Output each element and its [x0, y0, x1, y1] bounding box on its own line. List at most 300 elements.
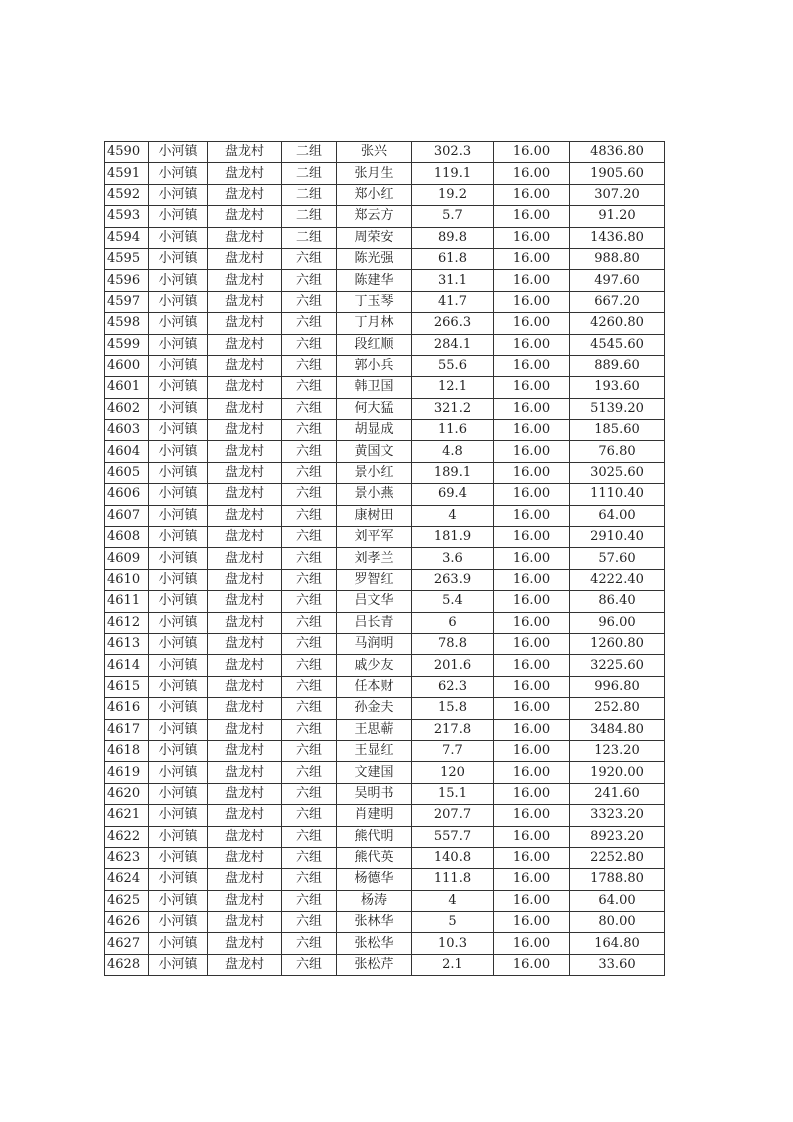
town-cell: 小河镇 — [149, 740, 208, 761]
quantity-cell: 7.7 — [412, 740, 494, 761]
table-row — [105, 805, 665, 826]
table-row — [105, 527, 665, 548]
amount-cell: 889.60 — [570, 355, 665, 376]
quantity-cell: 12.1 — [412, 377, 494, 398]
unit-price-cell: 16.00 — [494, 313, 570, 334]
amount-cell: 497.60 — [570, 270, 665, 291]
unit-price-cell: 16.00 — [494, 612, 570, 633]
unit-price-cell: 16.00 — [494, 420, 570, 441]
group-cell: 六组 — [282, 420, 337, 441]
table-row — [105, 676, 665, 697]
unit-price-cell: 16.00 — [494, 527, 570, 548]
quantity-cell: 3.6 — [412, 548, 494, 569]
row-number-cell: 4594 — [105, 227, 149, 248]
row-number-cell: 4627 — [105, 933, 149, 954]
group-cell: 六组 — [282, 270, 337, 291]
quantity-cell: 15.8 — [412, 698, 494, 719]
table-row — [105, 206, 665, 227]
quantity-cell: 78.8 — [412, 633, 494, 654]
amount-cell: 1905.60 — [570, 163, 665, 184]
group-cell: 六组 — [282, 826, 337, 847]
village-cell: 盘龙村 — [208, 783, 282, 804]
town-cell: 小河镇 — [149, 890, 208, 911]
amount-cell: 57.60 — [570, 548, 665, 569]
village-cell: 盘龙村 — [208, 954, 282, 975]
village-cell: 盘龙村 — [208, 184, 282, 205]
town-cell: 小河镇 — [149, 954, 208, 975]
town-cell: 小河镇 — [149, 612, 208, 633]
village-cell: 盘龙村 — [208, 334, 282, 355]
quantity-cell: 61.8 — [412, 248, 494, 269]
unit-price-cell: 16.00 — [494, 569, 570, 590]
town-cell: 小河镇 — [149, 420, 208, 441]
village-cell: 盘龙村 — [208, 377, 282, 398]
row-number-cell: 4612 — [105, 612, 149, 633]
quantity-cell: 4 — [412, 890, 494, 911]
village-cell: 盘龙村 — [208, 890, 282, 911]
group-cell: 六组 — [282, 869, 337, 890]
table-row — [105, 441, 665, 462]
row-number-cell: 4622 — [105, 826, 149, 847]
amount-cell: 667.20 — [570, 291, 665, 312]
unit-price-cell: 16.00 — [494, 869, 570, 890]
unit-price-cell: 16.00 — [494, 676, 570, 697]
group-cell: 六组 — [282, 548, 337, 569]
table-row — [105, 270, 665, 291]
row-number-cell: 4619 — [105, 762, 149, 783]
quantity-cell: 263.9 — [412, 569, 494, 590]
unit-price-cell: 16.00 — [494, 291, 570, 312]
table-row — [105, 548, 665, 569]
group-cell: 六组 — [282, 291, 337, 312]
town-cell: 小河镇 — [149, 591, 208, 612]
unit-price-cell: 16.00 — [494, 548, 570, 569]
row-number-cell: 4614 — [105, 655, 149, 676]
group-cell: 二组 — [282, 184, 337, 205]
row-number-cell: 4604 — [105, 441, 149, 462]
quantity-cell: 11.6 — [412, 420, 494, 441]
amount-cell: 4222.40 — [570, 569, 665, 590]
town-cell: 小河镇 — [149, 548, 208, 569]
amount-cell: 91.20 — [570, 206, 665, 227]
row-number-cell: 4623 — [105, 847, 149, 868]
quantity-cell: 140.8 — [412, 847, 494, 868]
amount-cell: 86.40 — [570, 591, 665, 612]
village-cell: 盘龙村 — [208, 441, 282, 462]
row-number-cell: 4601 — [105, 377, 149, 398]
unit-price-cell: 16.00 — [494, 163, 570, 184]
village-cell: 盘龙村 — [208, 740, 282, 761]
unit-price-cell: 16.00 — [494, 334, 570, 355]
amount-cell: 1920.00 — [570, 762, 665, 783]
row-number-cell: 4600 — [105, 355, 149, 376]
group-cell: 二组 — [282, 163, 337, 184]
table-row — [105, 462, 665, 483]
town-cell: 小河镇 — [149, 805, 208, 826]
town-cell: 小河镇 — [149, 163, 208, 184]
row-number-cell: 4596 — [105, 270, 149, 291]
village-cell: 盘龙村 — [208, 612, 282, 633]
row-number-cell: 4605 — [105, 462, 149, 483]
name-cell: 戚少友 — [337, 655, 412, 676]
name-cell: 杨德华 — [337, 869, 412, 890]
table-row — [105, 890, 665, 911]
row-number-cell: 4592 — [105, 184, 149, 205]
row-number-cell: 4603 — [105, 420, 149, 441]
row-number-cell: 4628 — [105, 954, 149, 975]
village-cell: 盘龙村 — [208, 206, 282, 227]
unit-price-cell: 16.00 — [494, 954, 570, 975]
quantity-cell: 5.7 — [412, 206, 494, 227]
quantity-cell: 62.3 — [412, 676, 494, 697]
amount-cell: 4260.80 — [570, 313, 665, 334]
name-cell: 丁月林 — [337, 313, 412, 334]
amount-cell: 1436.80 — [570, 227, 665, 248]
name-cell: 丁玉琴 — [337, 291, 412, 312]
row-number-cell: 4591 — [105, 163, 149, 184]
amount-cell: 307.20 — [570, 184, 665, 205]
quantity-cell: 302.3 — [412, 142, 494, 163]
amount-cell: 185.60 — [570, 420, 665, 441]
table-row — [105, 719, 665, 740]
unit-price-cell: 16.00 — [494, 698, 570, 719]
village-cell: 盘龙村 — [208, 762, 282, 783]
name-cell: 景小燕 — [337, 484, 412, 505]
unit-price-cell: 16.00 — [494, 933, 570, 954]
group-cell: 六组 — [282, 569, 337, 590]
amount-cell: 1110.40 — [570, 484, 665, 505]
group-cell: 六组 — [282, 633, 337, 654]
table-row — [105, 869, 665, 890]
group-cell: 六组 — [282, 698, 337, 719]
table-row — [105, 142, 665, 163]
name-cell: 张松芹 — [337, 954, 412, 975]
row-number-cell: 4621 — [105, 805, 149, 826]
table-row — [105, 355, 665, 376]
table-row — [105, 163, 665, 184]
quantity-cell: 189.1 — [412, 462, 494, 483]
table-row — [105, 655, 665, 676]
group-cell: 六组 — [282, 719, 337, 740]
amount-cell: 241.60 — [570, 783, 665, 804]
town-cell: 小河镇 — [149, 505, 208, 526]
table-row — [105, 698, 665, 719]
village-cell: 盘龙村 — [208, 826, 282, 847]
table-row — [105, 762, 665, 783]
row-number-cell: 4624 — [105, 869, 149, 890]
unit-price-cell: 16.00 — [494, 377, 570, 398]
unit-price-cell: 16.00 — [494, 484, 570, 505]
village-cell: 盘龙村 — [208, 163, 282, 184]
unit-price-cell: 16.00 — [494, 783, 570, 804]
data-table — [104, 141, 665, 976]
table-row — [105, 591, 665, 612]
amount-cell: 164.80 — [570, 933, 665, 954]
town-cell: 小河镇 — [149, 826, 208, 847]
name-cell: 张兴 — [337, 142, 412, 163]
table-row — [105, 484, 665, 505]
quantity-cell: 41.7 — [412, 291, 494, 312]
table-row — [105, 398, 665, 419]
amount-cell: 3225.60 — [570, 655, 665, 676]
row-number-cell: 4597 — [105, 291, 149, 312]
village-cell: 盘龙村 — [208, 462, 282, 483]
village-cell: 盘龙村 — [208, 655, 282, 676]
quantity-cell: 284.1 — [412, 334, 494, 355]
name-cell: 吕文华 — [337, 591, 412, 612]
row-number-cell: 4615 — [105, 676, 149, 697]
quantity-cell: 10.3 — [412, 933, 494, 954]
table-row — [105, 633, 665, 654]
group-cell: 六组 — [282, 912, 337, 933]
village-cell: 盘龙村 — [208, 142, 282, 163]
table-row — [105, 313, 665, 334]
name-cell: 王思蕲 — [337, 719, 412, 740]
amount-cell: 3025.60 — [570, 462, 665, 483]
table-row — [105, 933, 665, 954]
town-cell: 小河镇 — [149, 291, 208, 312]
amount-cell: 996.80 — [570, 676, 665, 697]
name-cell: 马润明 — [337, 633, 412, 654]
group-cell: 二组 — [282, 227, 337, 248]
amount-cell: 5139.20 — [570, 398, 665, 419]
village-cell: 盘龙村 — [208, 869, 282, 890]
table-row — [105, 740, 665, 761]
row-number-cell: 4626 — [105, 912, 149, 933]
name-cell: 任本财 — [337, 676, 412, 697]
name-cell: 何大猛 — [337, 398, 412, 419]
group-cell: 二组 — [282, 206, 337, 227]
group-cell: 六组 — [282, 655, 337, 676]
quantity-cell: 321.2 — [412, 398, 494, 419]
group-cell: 六组 — [282, 355, 337, 376]
quantity-cell: 266.3 — [412, 313, 494, 334]
quantity-cell: 19.2 — [412, 184, 494, 205]
row-number-cell: 4593 — [105, 206, 149, 227]
name-cell: 韩卫国 — [337, 377, 412, 398]
row-number-cell: 4602 — [105, 398, 149, 419]
town-cell: 小河镇 — [149, 206, 208, 227]
village-cell: 盘龙村 — [208, 398, 282, 419]
name-cell: 肖建明 — [337, 805, 412, 826]
name-cell: 郑云方 — [337, 206, 412, 227]
group-cell: 六组 — [282, 377, 337, 398]
quantity-cell: 31.1 — [412, 270, 494, 291]
quantity-cell: 557.7 — [412, 826, 494, 847]
amount-cell: 2252.80 — [570, 847, 665, 868]
group-cell: 六组 — [282, 441, 337, 462]
table-row — [105, 847, 665, 868]
group-cell: 六组 — [282, 805, 337, 826]
town-cell: 小河镇 — [149, 441, 208, 462]
group-cell: 六组 — [282, 462, 337, 483]
row-number-cell: 4606 — [105, 484, 149, 505]
table-body — [105, 142, 665, 976]
row-number-cell: 4598 — [105, 313, 149, 334]
name-cell: 杨涛 — [337, 890, 412, 911]
village-cell: 盘龙村 — [208, 355, 282, 376]
row-number-cell: 4618 — [105, 740, 149, 761]
quantity-cell: 120 — [412, 762, 494, 783]
unit-price-cell: 16.00 — [494, 655, 570, 676]
row-number-cell: 4617 — [105, 719, 149, 740]
unit-price-cell: 16.00 — [494, 847, 570, 868]
town-cell: 小河镇 — [149, 227, 208, 248]
group-cell: 六组 — [282, 676, 337, 697]
amount-cell: 64.00 — [570, 505, 665, 526]
row-number-cell: 4609 — [105, 548, 149, 569]
quantity-cell: 6 — [412, 612, 494, 633]
group-cell: 二组 — [282, 142, 337, 163]
village-cell: 盘龙村 — [208, 420, 282, 441]
quantity-cell: 207.7 — [412, 805, 494, 826]
group-cell: 六组 — [282, 313, 337, 334]
village-cell: 盘龙村 — [208, 527, 282, 548]
town-cell: 小河镇 — [149, 377, 208, 398]
group-cell: 六组 — [282, 954, 337, 975]
unit-price-cell: 16.00 — [494, 184, 570, 205]
quantity-cell: 69.4 — [412, 484, 494, 505]
group-cell: 六组 — [282, 505, 337, 526]
row-number-cell: 4616 — [105, 698, 149, 719]
quantity-cell: 55.6 — [412, 355, 494, 376]
quantity-cell: 15.1 — [412, 783, 494, 804]
quantity-cell: 89.8 — [412, 227, 494, 248]
quantity-cell: 217.8 — [412, 719, 494, 740]
village-cell: 盘龙村 — [208, 291, 282, 312]
unit-price-cell: 16.00 — [494, 206, 570, 227]
quantity-cell: 201.6 — [412, 655, 494, 676]
village-cell: 盘龙村 — [208, 270, 282, 291]
name-cell: 王显红 — [337, 740, 412, 761]
group-cell: 六组 — [282, 890, 337, 911]
group-cell: 六组 — [282, 248, 337, 269]
village-cell: 盘龙村 — [208, 847, 282, 868]
table-row — [105, 377, 665, 398]
amount-cell: 988.80 — [570, 248, 665, 269]
village-cell: 盘龙村 — [208, 591, 282, 612]
quantity-cell: 5 — [412, 912, 494, 933]
amount-cell: 64.00 — [570, 890, 665, 911]
unit-price-cell: 16.00 — [494, 740, 570, 761]
name-cell: 胡显成 — [337, 420, 412, 441]
village-cell: 盘龙村 — [208, 313, 282, 334]
town-cell: 小河镇 — [149, 248, 208, 269]
name-cell: 张松华 — [337, 933, 412, 954]
amount-cell: 80.00 — [570, 912, 665, 933]
name-cell: 郑小红 — [337, 184, 412, 205]
town-cell: 小河镇 — [149, 869, 208, 890]
name-cell: 黄国文 — [337, 441, 412, 462]
table-row — [105, 291, 665, 312]
row-number-cell: 4590 — [105, 142, 149, 163]
name-cell: 刘平军 — [337, 527, 412, 548]
quantity-cell: 4 — [412, 505, 494, 526]
town-cell: 小河镇 — [149, 184, 208, 205]
unit-price-cell: 16.00 — [494, 890, 570, 911]
town-cell: 小河镇 — [149, 698, 208, 719]
unit-price-cell: 16.00 — [494, 270, 570, 291]
town-cell: 小河镇 — [149, 462, 208, 483]
name-cell: 熊代英 — [337, 847, 412, 868]
town-cell: 小河镇 — [149, 633, 208, 654]
amount-cell: 3323.20 — [570, 805, 665, 826]
quantity-cell: 5.4 — [412, 591, 494, 612]
village-cell: 盘龙村 — [208, 676, 282, 697]
group-cell: 六组 — [282, 612, 337, 633]
quantity-cell: 4.8 — [412, 441, 494, 462]
name-cell: 吴明书 — [337, 783, 412, 804]
name-cell: 吕长青 — [337, 612, 412, 633]
row-number-cell: 4608 — [105, 527, 149, 548]
amount-cell: 1260.80 — [570, 633, 665, 654]
amount-cell: 193.60 — [570, 377, 665, 398]
village-cell: 盘龙村 — [208, 569, 282, 590]
town-cell: 小河镇 — [149, 783, 208, 804]
village-cell: 盘龙村 — [208, 227, 282, 248]
town-cell: 小河镇 — [149, 933, 208, 954]
town-cell: 小河镇 — [149, 398, 208, 419]
table-row — [105, 954, 665, 975]
quantity-cell: 111.8 — [412, 869, 494, 890]
name-cell: 文建国 — [337, 762, 412, 783]
town-cell: 小河镇 — [149, 569, 208, 590]
unit-price-cell: 16.00 — [494, 505, 570, 526]
row-number-cell: 4595 — [105, 248, 149, 269]
town-cell: 小河镇 — [149, 762, 208, 783]
group-cell: 六组 — [282, 783, 337, 804]
town-cell: 小河镇 — [149, 912, 208, 933]
amount-cell: 252.80 — [570, 698, 665, 719]
unit-price-cell: 16.00 — [494, 805, 570, 826]
unit-price-cell: 16.00 — [494, 462, 570, 483]
town-cell: 小河镇 — [149, 270, 208, 291]
group-cell: 六组 — [282, 334, 337, 355]
town-cell: 小河镇 — [149, 142, 208, 163]
unit-price-cell: 16.00 — [494, 441, 570, 462]
name-cell: 郭小兵 — [337, 355, 412, 376]
name-cell: 景小红 — [337, 462, 412, 483]
town-cell: 小河镇 — [149, 527, 208, 548]
name-cell: 周荣安 — [337, 227, 412, 248]
amount-cell: 123.20 — [570, 740, 665, 761]
village-cell: 盘龙村 — [208, 805, 282, 826]
amount-cell: 96.00 — [570, 612, 665, 633]
unit-price-cell: 16.00 — [494, 142, 570, 163]
unit-price-cell: 16.00 — [494, 355, 570, 376]
amount-cell: 1788.80 — [570, 869, 665, 890]
row-number-cell: 4607 — [105, 505, 149, 526]
table-row — [105, 612, 665, 633]
row-number-cell: 4625 — [105, 890, 149, 911]
unit-price-cell: 16.00 — [494, 719, 570, 740]
name-cell: 刘孝兰 — [337, 548, 412, 569]
name-cell: 罗智红 — [337, 569, 412, 590]
village-cell: 盘龙村 — [208, 912, 282, 933]
table-row — [105, 227, 665, 248]
row-number-cell: 4620 — [105, 783, 149, 804]
amount-cell: 4836.80 — [570, 142, 665, 163]
group-cell: 六组 — [282, 933, 337, 954]
group-cell: 六组 — [282, 847, 337, 868]
name-cell: 陈光强 — [337, 248, 412, 269]
table-row — [105, 248, 665, 269]
amount-cell: 2910.40 — [570, 527, 665, 548]
unit-price-cell: 16.00 — [494, 227, 570, 248]
village-cell: 盘龙村 — [208, 698, 282, 719]
name-cell: 段红顺 — [337, 334, 412, 355]
table-row — [105, 826, 665, 847]
